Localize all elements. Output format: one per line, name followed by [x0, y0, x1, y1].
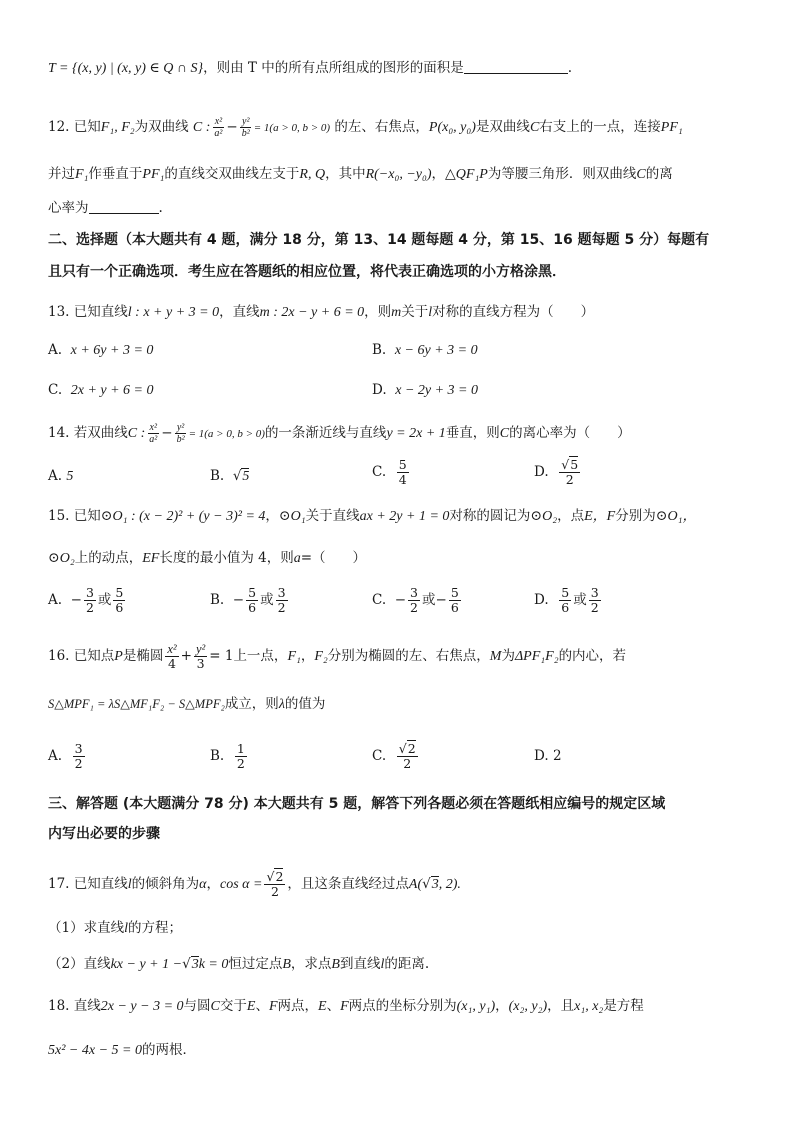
math-condition: = 1(a > 0, b > 0)	[253, 122, 331, 134]
q13-option-d[interactable]: D. x − 2y + 3 = 0	[372, 382, 479, 398]
q15-option-a[interactable]: A. − $\frac{3}{2}$ 或 $\frac{5}{6}$	[48, 585, 124, 615]
q12-text: 心率为	[48, 200, 89, 216]
math-line: y = 2x + 1	[386, 426, 446, 441]
q15-option-b[interactable]: B. − $\frac{5}{6}$ 或 $\frac{3}{2}$	[210, 585, 286, 615]
math-symbol: C	[529, 120, 540, 135]
section-2-heading-cont: 且只有一个正确选项．考生应在答题纸的相应位置，将代表正确选项的小方格涂黑．	[48, 264, 566, 280]
math-point: R(−x₀, −y₀)	[365, 167, 432, 182]
fraction: $\frac{\text{y²}}{\text{b²}}$	[176, 422, 185, 445]
math-area-equation: S△MPF₁ = λS△MF₁F₂ − S△MPF₂	[48, 697, 225, 711]
q13-option-b[interactable]: B. x − 6y + 3 = 0	[372, 342, 478, 358]
q18-stem-1: 18. 直线2x − y − 3 = 0与圆C交于E、F两点，E、F两点的坐标分别为(x₁, y₁)，(x₂, y₂)，且x₁, x₂是方程	[48, 998, 644, 1014]
q16-option-c[interactable]: C. √ $\frac{2}{2}$	[372, 742, 420, 771]
q12-line-3: 心率为 .	[48, 200, 163, 216]
question-number: 12.	[48, 119, 70, 135]
q14-stem: 14. 若双曲线C : $\frac{\text{x²}}{\text{a²}}$ − $\frac{\text{y²}}{\text{b²}}$ = 1(a > 0, b > 0)的一条渐近线与直线y = 2x + 1垂直，则C的离心率为（ ）	[48, 422, 631, 445]
q12-text: 为等腰三角形．则双曲线	[487, 166, 637, 182]
math-segment: PF₁	[660, 120, 683, 135]
q14-option-c[interactable]: C. $\frac{5}{4}$	[372, 457, 407, 487]
q16-option-d[interactable]: D. 2	[534, 748, 562, 764]
answer-blank[interactable]	[464, 59, 568, 74]
section-2-heading: 二、选择题（本大题共有 4 题，满分 18 分，第 13、14 题每题 4 分，第 15、16 题每题 5 分）每题有	[48, 232, 710, 248]
q16-stem-1: 16. 已知点P是椭圆 $\frac{\text{x²}}{4}$ + $\frac{\text{y²}}{3}$ = 1上一点，F₁，F₂分别为椭圆的左、右焦点，M为ΔPF₁F₂的内心，若	[48, 642, 627, 671]
q15-option-c[interactable]: C. − $\frac{3}{2}$ 或− $\frac{5}{6}$	[372, 585, 459, 615]
fraction: $\frac{\text{x²}}{\text{a²}}$	[214, 116, 223, 139]
fraction: $\frac{\text{y²}}{\text{b²}}$	[241, 116, 250, 139]
section-3-heading-cont: 内写出必要的步骤	[48, 826, 160, 842]
q12-text: 是双曲线	[475, 119, 530, 135]
q12-text: ，其中	[325, 166, 366, 182]
q15-stem-2: ⊙O₂上的动点，EF长度的最小值为 4，则a=（ ）	[48, 550, 367, 566]
q17-part-2: （2）直线kx − y + 1 −√ 3k = 0恒过定点B，求点B到直线l的距离.	[48, 954, 429, 975]
q14-option-b[interactable]: B. √ 5	[210, 466, 249, 487]
q12-text: 右支上的一点，连接	[539, 119, 661, 135]
q13-stem: 13. 已知直线l : x + y + 3 = 0，直线m : 2x − y + 6 = 0，则m关于l对称的直线方程为（ ）	[48, 304, 595, 320]
period: .	[567, 60, 573, 76]
q17-part-1: （1）求直线l的方程；	[48, 920, 182, 936]
q13-option-a[interactable]: A. x + 6y + 3 = 0	[48, 342, 154, 358]
q12-text: 已知	[73, 119, 101, 135]
q14-option-a[interactable]: A. 5	[48, 468, 74, 484]
q11-text: ，则由 T 中的所有点所组成的图形的面积是	[203, 60, 464, 76]
math-line-l: l : x + y + 3 = 0	[127, 305, 220, 320]
math-foci: F₁, F₂	[100, 120, 135, 135]
math-triangle: △QF₁P	[445, 167, 488, 182]
math-curve: C :	[192, 120, 211, 135]
q12-text: 的直线交双曲线左支于	[164, 166, 300, 182]
q16-option-a[interactable]: A. $\frac{3}{2}$	[48, 741, 83, 771]
answer-blank[interactable]	[89, 199, 159, 214]
math-point: P(x₀, y₀)	[428, 120, 476, 135]
q12-text: 为双曲线	[134, 119, 189, 135]
q12-text: 的离	[645, 166, 673, 182]
q12-text: 的左、右焦点，	[334, 119, 429, 135]
set-definition: T = {(x, y) | (x, y) ∈ Q ∩ S}	[48, 61, 204, 76]
fraction: $\frac{\text{x²}}{\text{a²}}$	[149, 422, 158, 445]
q16-option-b[interactable]: B. $\frac{1}{2}$	[210, 741, 245, 771]
q18-stem-2: 5x² − 4x − 5 = 0的两根．	[48, 1042, 196, 1058]
math-points: R, Q	[299, 167, 326, 182]
q15-option-d[interactable]: D. $\frac{5}{6}$ 或 $\frac{3}{2}$	[534, 585, 599, 615]
math-segment: PF₁	[142, 167, 165, 182]
q17-stem: 17. 已知直线l的倾斜角为α，cos α = √ $\frac{2}{2}$ ，且这条直线经过点A(√ 3, 2).	[48, 870, 461, 899]
math-line-m: m : 2x − y + 6 = 0	[259, 305, 365, 320]
q12-text: ，	[431, 166, 446, 182]
math-symbol: C	[636, 167, 646, 182]
q12-text: 作垂直于	[88, 166, 143, 182]
q16-stem-2: S△MPF₁ = λS△MF₁F₂ − S△MPF₂成立，则λ的值为	[48, 696, 326, 712]
section-3-heading: 三、解答题 (本大题满分 78 分) 本大题共有 5 题，解答下列各题必须在答题纸相应编号的规定区域	[48, 796, 666, 812]
math-circle-o1: ⊙O₁ : (x − 2)² + (y − 3)² = 4	[100, 509, 266, 524]
q12-line-2	[48, 164, 673, 185]
q12-line-1: 12. 已知F₁, F₂为双曲线 C : $\frac{\text{x²}}{\text{a²}}$ − $\frac{\text{y²}}{\text{b²}}$ = 1(a > 0, b > 0) 的左、右焦点，P(x₀, y₀)是双曲线C右支上的一点，连接PF₁	[48, 116, 683, 139]
math-symbol: F₁	[75, 167, 89, 182]
q13-option-c[interactable]: C. 2x + y + 6 = 0	[48, 382, 154, 398]
q11-tail-line	[48, 58, 572, 79]
q14-option-d[interactable]: D. √ $\frac{5}{2}$	[534, 458, 582, 487]
q12-text: 并过	[48, 166, 75, 182]
q15-stem-1: 15. 已知⊙O₁ : (x − 2)² + (y − 3)² = 4，⊙O₁关于直线ax + 2y + 1 = 0对称的圆记为⊙O₂，点E，F分别为⊙O₁，	[48, 508, 697, 524]
